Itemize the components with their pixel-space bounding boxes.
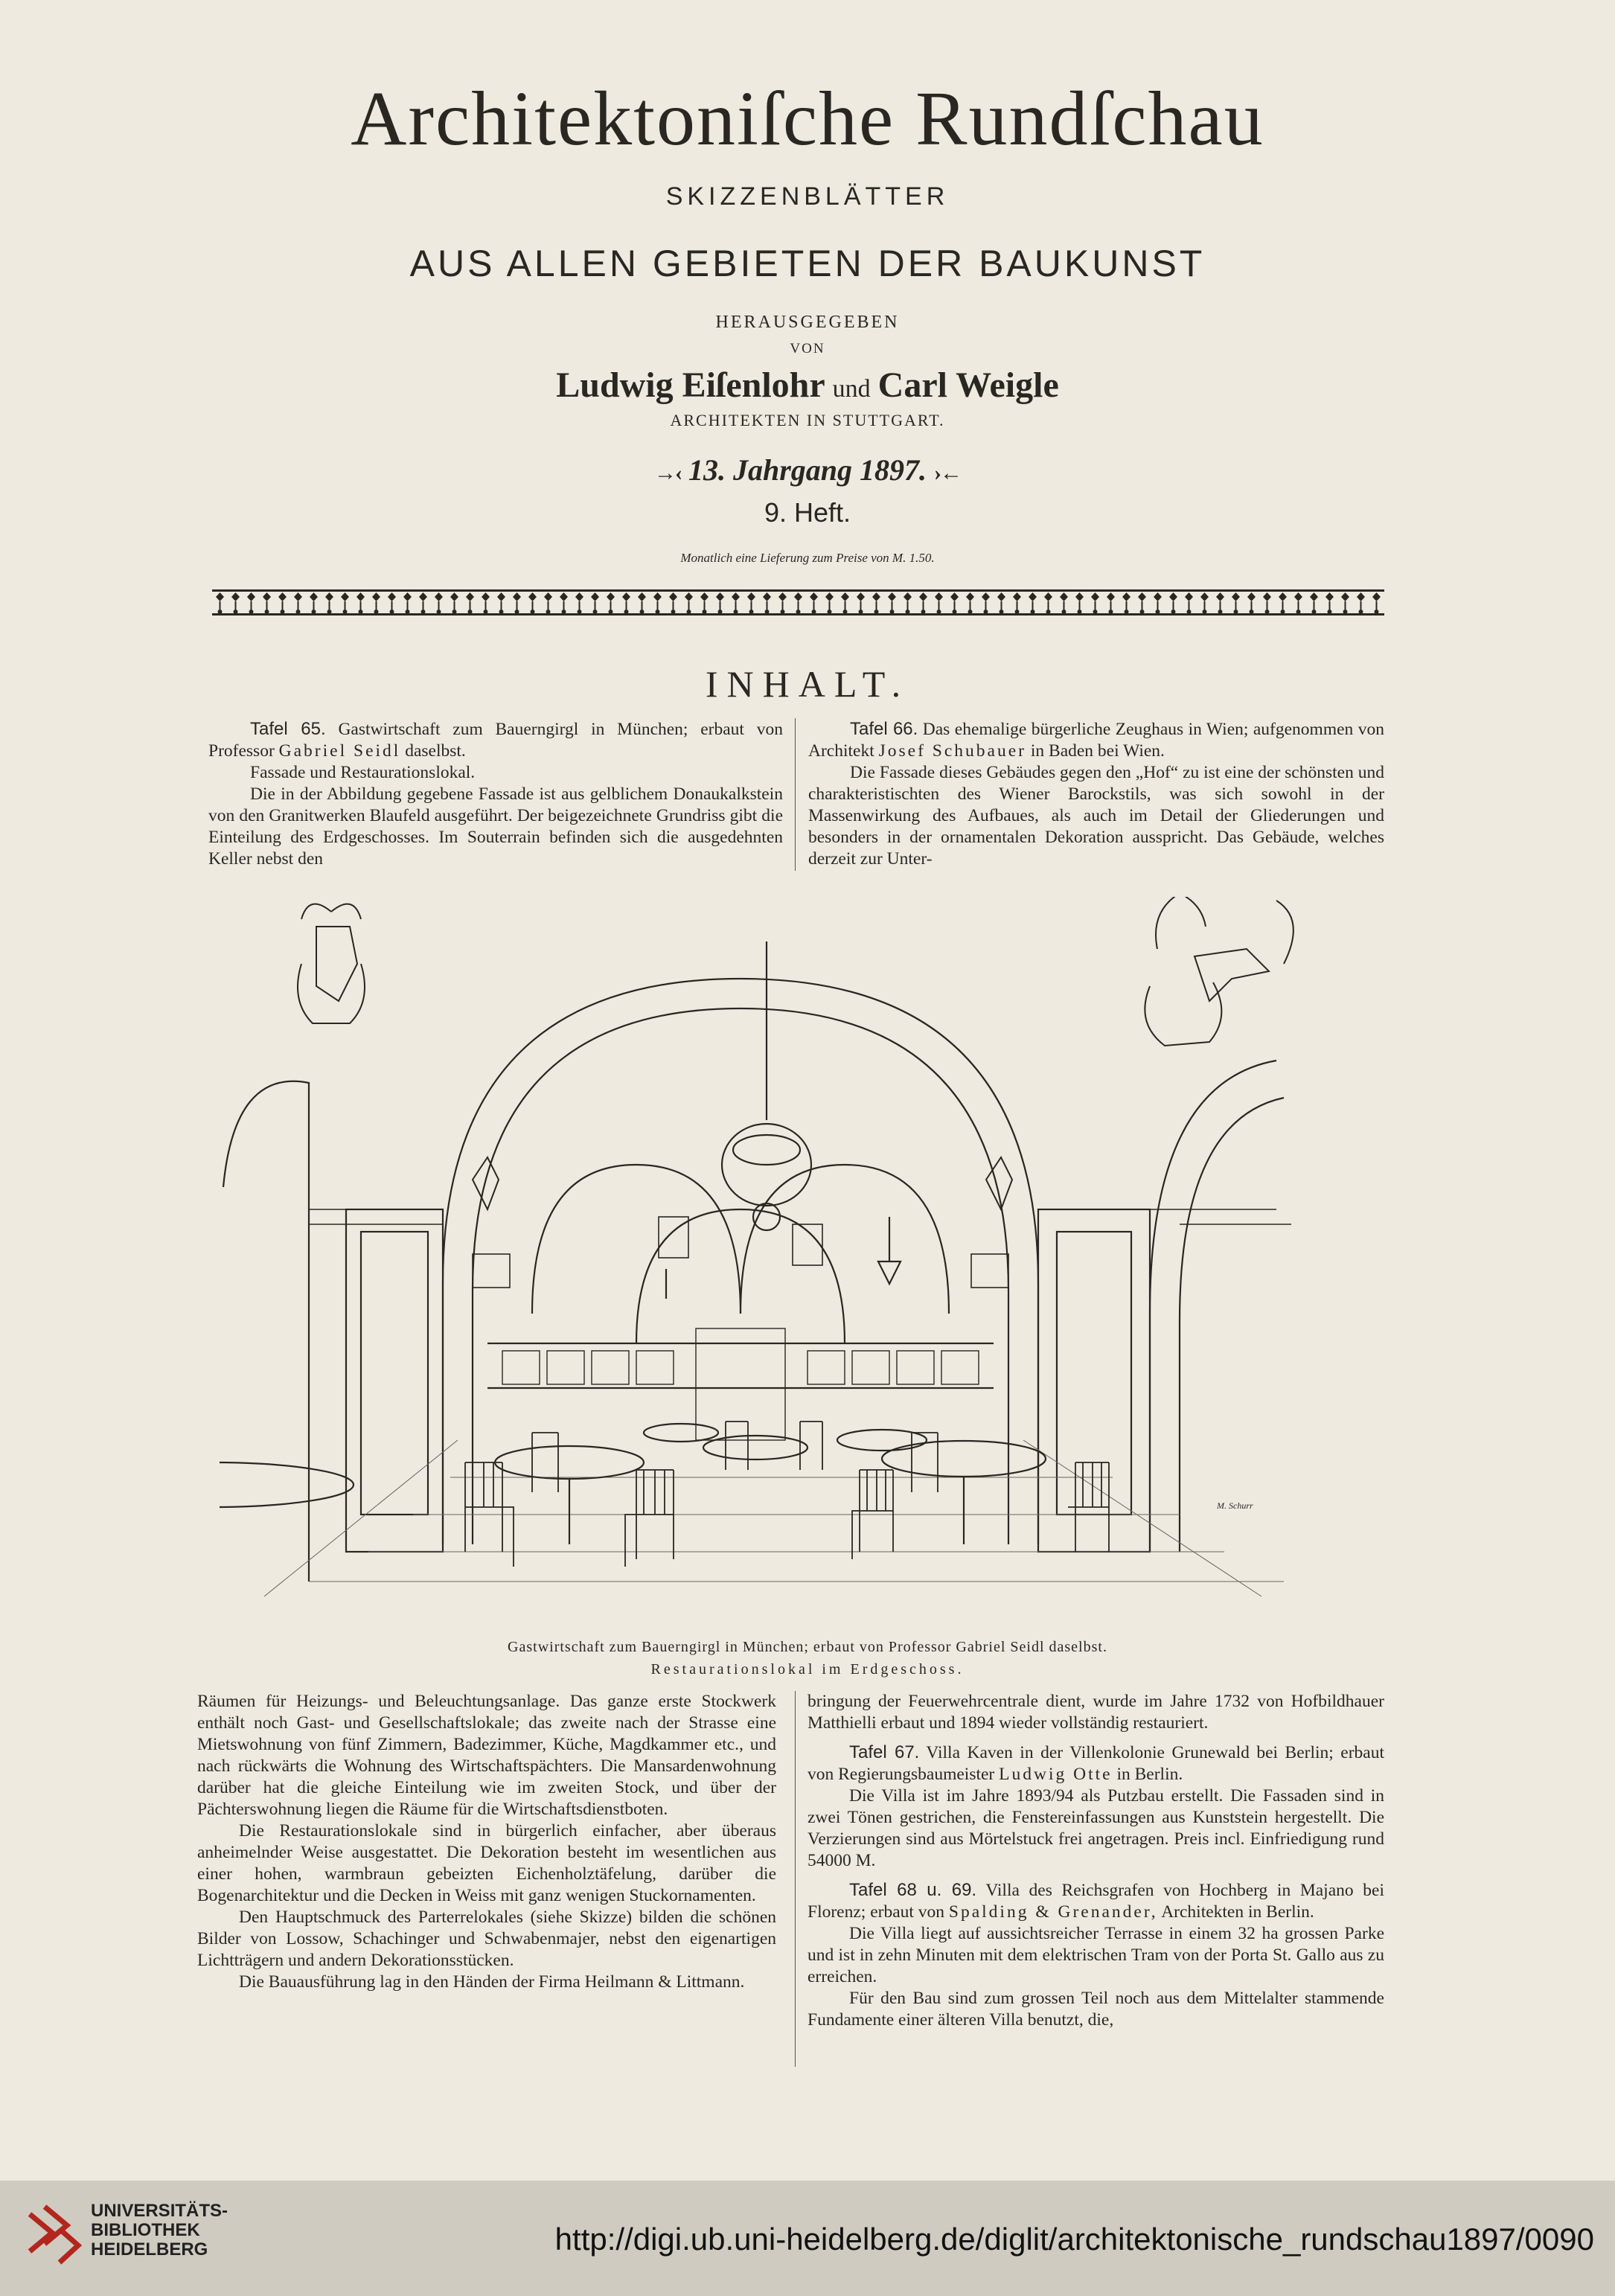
subtitle-skizzenblaetter: SKIZZENBLÄTTER bbox=[665, 182, 950, 211]
column-divider-top bbox=[795, 718, 796, 871]
editor-und: und bbox=[832, 375, 871, 403]
editor-line-herausgegeben: HERAUSGEGEBEN bbox=[715, 313, 900, 332]
plate-65-desc-b: daselbst. bbox=[405, 741, 466, 761]
text-column-bottom-left bbox=[197, 1691, 776, 1993]
editors bbox=[0, 365, 1615, 406]
plate-65-architect: Gabriel Seidl bbox=[278, 741, 401, 761]
plate-65-label: Tafel 65. bbox=[250, 719, 326, 739]
issue-year bbox=[0, 453, 1615, 487]
column-divider-bottom bbox=[795, 1691, 796, 2067]
plate-67-label: Tafel 67. bbox=[849, 1742, 920, 1762]
illustration-signature: M. Schurr bbox=[1217, 1500, 1253, 1511]
caption-line-1: Gastwirtschaft zum Bauerngirgl in München; erbaut von Professor Gabriel Seidl daselbst. bbox=[508, 1639, 1107, 1655]
plate-68-body-1: Die Villa liegt auf aussichtsreicher Terrasse in einem 32 ha grossen Parke und ist in zehn Minuten mit dem elektrischen Tram von der Porta St. Gallo aus zu erreichen. bbox=[808, 1924, 1384, 1986]
editor-2: Carl Weigle bbox=[877, 365, 1059, 405]
plate-67-desc-b: in Berlin. bbox=[1116, 1765, 1183, 1784]
caption-line-2: Restaurationslokal im Erdgeschoss. bbox=[650, 1661, 965, 1678]
plate-66-label: Tafel 66. bbox=[850, 719, 918, 739]
plate-67-body: Die Villa ist im Jahre 1893/94 als Putzbau erstellt. Die Fassaden sind in zwei Tönen gestrichen, die Fenstereinfassungen aus Kunststein hergestellt. Die Verzierungen sind aus Mörtelstuck frei angetragen. Preis incl. Einfriedigung rund 54000 M. bbox=[808, 1786, 1384, 1870]
plate-68-label: Tafel 68 u. 69. bbox=[849, 1880, 977, 1900]
source-url-link[interactable]: http://digi.ub.uni-heidelberg.de/diglit/architektonische_rundschau1897/0090 bbox=[554, 2222, 1594, 2257]
restaurant-interior-illustration bbox=[220, 897, 1410, 1626]
ornament-right-icon: ›← bbox=[934, 461, 962, 485]
plate-67-architect: Ludwig Otte bbox=[999, 1765, 1113, 1784]
text-column-top-left bbox=[208, 718, 783, 870]
issue-year-text: 13. Jahrgang 1897. bbox=[688, 453, 927, 487]
university-library-logo-icon bbox=[22, 2199, 82, 2274]
plate-67-desc-a: Villa Kaven in der Villenkolonie Grunewald bei Berlin; erbaut von Regierungsbaumeister bbox=[808, 1743, 1385, 1784]
plate-66-body: Die Fassade dieses Gebäudes gegen den „Hof“ zu ist eine der schönsten und charakteristischten des Wiener Barockstils, was sich sowohl in der Massenwirkung des Aufbaues, als auch im Detail der Gliederungen und besonders in der ornamentalen Dekoration ausspricht. Das Gebäude, welches derzeit zur Unter- bbox=[808, 763, 1384, 869]
contents-heading: INHALT. bbox=[705, 663, 910, 705]
ornamental-border-icon bbox=[212, 588, 1384, 618]
logo-line-1: UNIVERSITÄTS- bbox=[91, 2201, 228, 2221]
university-library-logo-text bbox=[91, 2201, 228, 2260]
editor-line-von: VON bbox=[790, 341, 825, 356]
ornament-left-icon: →‹ bbox=[653, 461, 681, 485]
editor-role: ARCHITEKTEN IN STUTTGART. bbox=[670, 411, 945, 429]
text-column-bottom-right bbox=[808, 1691, 1384, 2031]
subtitle-baukunst: AUS ALLEN GEBIETEN DER BAUKUNST bbox=[409, 243, 1206, 284]
plate-66-architect: Josef Schubauer bbox=[878, 741, 1026, 761]
plate-65-desc-a: Gastwirtschaft zum Bauerngirgl in München; erbaut von Professor bbox=[208, 720, 783, 761]
issue-number: 9. Heft. bbox=[764, 497, 851, 528]
plate-68-architects: Spalding & Grenander, bbox=[948, 1902, 1158, 1922]
bottom-right-p1: bringung der Feuerwehrcentrale dient, wurde im Jahre 1732 von Hofbildhauer Matthielli erbaut und 1894 wieder vollständig restauriert. bbox=[808, 1692, 1384, 1733]
bottom-left-p3: Den Hauptschmuck des Parterrelokales (siehe Skizze) bilden die schönen Bilder von Lossow, Schachinger und Schwabenmajer, nebst den eigenartigen Lichtträgern und andern Dekorationsstücken. bbox=[197, 1908, 776, 1970]
masthead-title: Architektoniſche Rundſchau bbox=[351, 76, 1264, 162]
editor-1: Ludwig Eiſenlohr bbox=[556, 365, 825, 405]
bottom-left-p4: Die Bauausführung lag in den Händen der Firma Heilmann & Littmann. bbox=[239, 1972, 745, 1992]
plate-66-desc-a: Das ehemalige bürgerliche Zeughaus in Wien; aufgenommen von Architekt bbox=[808, 720, 1384, 761]
price-note: Monatlich eine Lieferung zum Preise von M. 1.50. bbox=[680, 551, 935, 565]
plate-68-desc-a: Villa des Reichsgrafen von Hochberg in Majano bei Florenz; erbaut von bbox=[808, 1881, 1384, 1922]
plate-66-desc-b: in Baden bei Wien. bbox=[1030, 741, 1165, 761]
logo-line-2: BIBLIOTHEK bbox=[91, 2220, 200, 2240]
plate-68-desc-b: Architekten in Berlin. bbox=[1161, 1902, 1314, 1922]
plate-68-body-2: Für den Bau sind zum grossen Teil noch aus dem Mittelalter stammende Fundamente einer älteren Villa benutzt, die, bbox=[808, 1989, 1384, 2030]
plate-65-body: Die in der Abbildung gegebene Fassade ist aus gelblichem Donaukalkstein von den Granitwerken Blaufeld ausgeführt. Der beigezeichnete Grundriss gibt die Einteilung des Erdgeschosses. Im Souterrain befinden sich die ausgedehnten Keller nebst den bbox=[208, 784, 783, 869]
bottom-left-p1: Räumen für Heizungs- und Beleuchtungsanlage. Das ganze erste Stockwerk enthält noch Gast- und Gesellschaftslokale; das zweite nach der Strasse eine Mietswohnung von fünf Zimmern, Badezimmer, Küche, Magdkammer etc., und nach rückwärts die Wohnung des Wirtschaftspächters. Die Mansardenwohnung darüber hat die gleiche Einteilung wie im zweiten Stock, und über der Pächterswohnung liegen die Räume für die Wirtschaftsdienstboten. bbox=[197, 1692, 776, 1819]
logo-line-3: HEIDELBERG bbox=[91, 2239, 208, 2260]
text-column-top-right bbox=[808, 718, 1384, 870]
plate-65-subject: Fassade und Restaurationslokal. bbox=[250, 763, 476, 782]
bottom-left-p2: Die Restaurationslokale sind in bürgerlich einfacher, aber überaus anheimelnder Weise ausgestattet. Die Dekoration besteht im wesentlichen aus einer hohen, warmbraun gebeizten Eichenholztäfelung, darüber die Bogenarchitektur und die Decken in Weiss mit ganz wenigen Stuckornamenten. bbox=[197, 1821, 776, 1905]
